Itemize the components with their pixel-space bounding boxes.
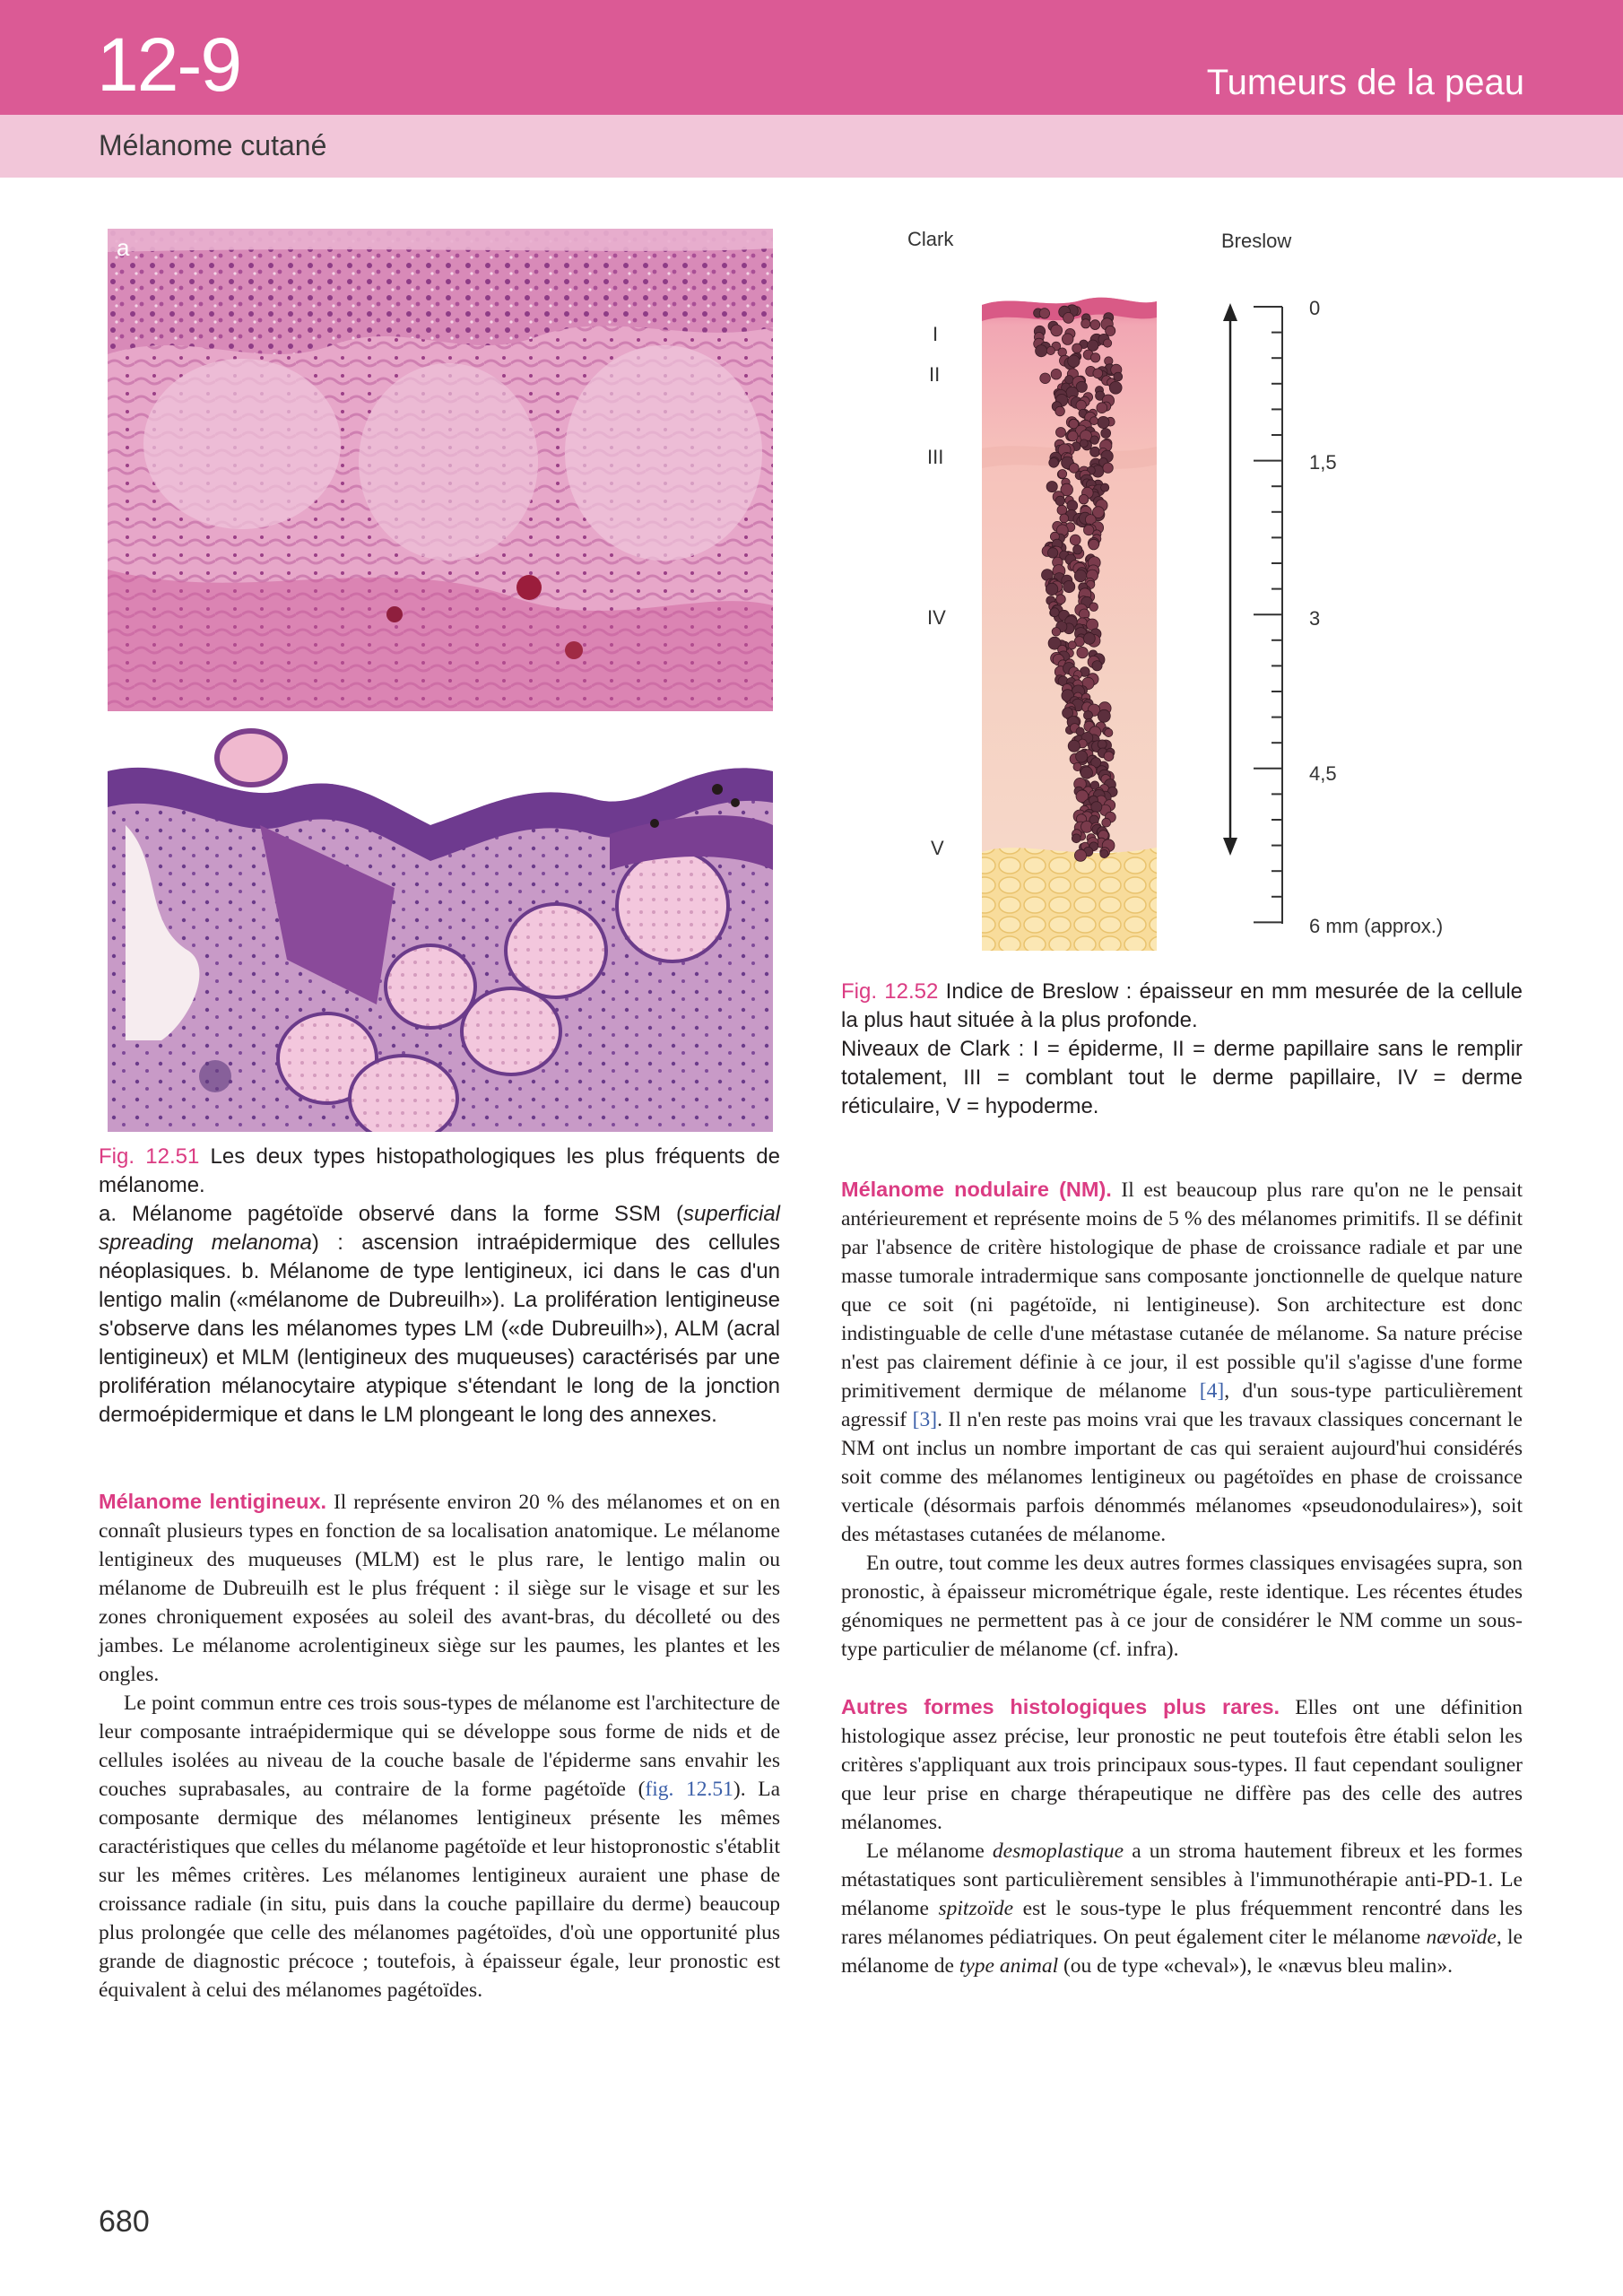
figure-51-link[interactable]: fig. 12.51 <box>645 1778 733 1801</box>
chapter-number: 12-9 <box>97 22 241 107</box>
tumor-cell <box>1097 403 1107 413</box>
tumor-cell <box>1084 633 1096 645</box>
tumor-cell <box>1063 581 1075 593</box>
autres-paragraph-2-e: (ou de type «cheval»), le «nævus bleu malin». <box>1058 1954 1453 1978</box>
tumor-cell <box>1047 548 1057 558</box>
breslow-mark-6mm: 6 mm (approx.) <box>1309 915 1444 937</box>
tumor-cell <box>1081 319 1090 328</box>
tumor-cell <box>1090 353 1099 362</box>
tumor-cell <box>1098 709 1110 722</box>
autres-term-naevoide: nævoïde <box>1426 1926 1497 1949</box>
figure-51-caption-a-italic: superficial spreading melanoma <box>99 1202 780 1255</box>
lentigineux-paragraph-1: Il représente environ 20 % des mélanomes et on en connaît plusieurs types en fonction de sa localisation anatomique. Le mélanome lentigineux des muqueuses (MLM) est le plus rare, le lentigo malin ou mélanome de Dubreuilh est le plus fréquent : il siège sur le visage et sur les zones chroniquement exposées au soleil des avant-bras, du décolleté ou des jambes. Le mélanome acrolentigineux siège sur les paumes, les plantes et les ongles. <box>99 1491 780 1686</box>
tumor-cell <box>1058 470 1067 479</box>
figure-51-caption-a-suffix: ) : ascension intraépidermique des cellules néoplasiques. <box>99 1231 781 1283</box>
tumor-cell <box>1074 849 1086 861</box>
nodulaire-paragraph-1-b: , d'un sous-type particulièrement agressif <box>841 1379 1523 1431</box>
autres-paragraph-2-d: , le mélanome de <box>841 1926 1523 1978</box>
histology-photo-b <box>108 718 773 1132</box>
tumor-cell <box>1060 514 1069 523</box>
tumor-cell <box>1067 500 1078 511</box>
tumor-cell <box>1063 313 1074 324</box>
tumor-cell <box>1076 400 1086 410</box>
tumor-cell <box>1098 416 1109 428</box>
clark-level-I: I <box>933 323 939 345</box>
tumor-cell <box>1036 345 1047 357</box>
tumor-cell <box>1049 458 1059 468</box>
tumor-cell <box>1051 325 1063 336</box>
clark-heading: Clark <box>907 228 954 250</box>
breslow-mark-1-5: 1,5 <box>1309 451 1337 474</box>
autres-paragraph-2-a: Le mélanome <box>866 1839 993 1863</box>
chapter-title: Tumeurs de la peau <box>1206 63 1524 102</box>
reference-3-link[interactable]: [3] <box>912 1408 938 1431</box>
tumor-cell <box>1101 483 1109 491</box>
nodulaire-paragraph-1-c: . Il n'en reste pas moins vrai que les travaux classiques concernant le NM ont inclus un nombre important de cas qui seraient aujourd'hui considérés soit comme des mélanomes lentigineux ou pagétoïdes en phase de croissance verticale (désormais parfois dénommés mélanomes «pseudonodulaires»), soit des métastases cutanées de mélanome. <box>841 1408 1523 1546</box>
clark-level-III: III <box>927 446 944 468</box>
tumor-cell <box>1098 740 1107 749</box>
tumor-cell <box>1101 429 1111 439</box>
tumor-cell <box>1068 641 1076 649</box>
tumor-cell <box>1104 339 1112 347</box>
tumor-cell <box>1056 428 1066 438</box>
breslow-heading: Breslow <box>1221 230 1292 252</box>
nodulaire-paragraph-1-a: Il est beaucoup plus rare qu'on ne le pensait antérieurement et représente moins de 5 % des mélanomes primitifs. Il se définit par l'absence de critère histologique de phase de croissance radiale et par une masse tumorale intradermique sans composante jonctionnelle de quelque nature que ce soit (ni pagétoïde, ni lentigineuse). Son architecture est donc indistinguable de celle d'une métastase cutanée de mélanome. Sa nature précise n'est pas clairement définie à ce jour, il est possible qu'il s'agisse d'une forme primitivement dermique de mélanome <box>841 1178 1523 1403</box>
breslow-mark-3: 3 <box>1309 607 1321 630</box>
tumor-cell <box>1074 570 1086 581</box>
clark-level-II: II <box>929 363 941 386</box>
figure-51-ref: Fig. 12.51 <box>99 1144 200 1169</box>
clark-level-V: V <box>931 837 944 859</box>
panel-b-label: b <box>117 723 130 750</box>
tumor-cell <box>1055 406 1065 416</box>
autres-paragraph-1: Elles ont une définition histologique assez précise, leur pronostic ne peut toutefois être établi selon les critères s'appliquant aux trois principaux sous-types. Il faut cependant souligner que leur prise en charge thérapeutique ne diffère pas des celle des autres mélanomes. <box>841 1696 1523 1834</box>
tumor-cell <box>1104 752 1114 761</box>
tumor-cell <box>1056 595 1066 604</box>
tumor-cell <box>1093 369 1103 378</box>
histology-image-a <box>108 229 773 711</box>
autres-heading: Autres formes histologiques plus rares. <box>841 1695 1280 1718</box>
tumor-cell <box>1084 525 1094 535</box>
tumor-cell <box>1105 728 1113 736</box>
tumor-cell <box>1079 494 1089 504</box>
tumor-cell <box>1046 346 1055 354</box>
tumor-cell <box>1080 439 1088 448</box>
tumor-cell <box>1100 849 1108 857</box>
tumor-cell <box>1072 344 1082 353</box>
figure-51-caption-a-prefix: a. Mélanome pagétoïde observé dans la forme SSM ( <box>99 1202 683 1226</box>
tumor-cell <box>1052 628 1061 637</box>
figure-51-caption-title: Les deux types histopathologiques les plus fréquents de mélanome. <box>99 1144 780 1197</box>
figure-52-caption-line2: Niveaux de Clark : I = épiderme, II = derme papillaire sans le remplir totalement, III = comblant tout le derme papillaire, IV = derme réticulaire, V = hypoderme. <box>841 1037 1523 1118</box>
autres-paragraph-2-c: est le sous-type le plus fréquemment rencontré dans les rares mélanomes pédiatriques. On peut également citer le mélanome <box>841 1897 1523 1949</box>
nodulaire-heading: Mélanome nodulaire (NM). <box>841 1178 1112 1201</box>
tumor-cell <box>1068 355 1080 367</box>
tumor-cell <box>1090 436 1098 444</box>
tumor-cell <box>1050 608 1059 617</box>
tumor-cell <box>1076 751 1088 762</box>
figure-52-ref: Fig. 12.52 <box>841 979 939 1004</box>
lentigineux-heading: Mélanome lentigineux. <box>99 1490 327 1513</box>
tumor-cell <box>1039 309 1049 318</box>
breslow-mark-4-5: 4,5 <box>1309 762 1337 785</box>
tumor-cell <box>1065 376 1073 384</box>
right-text-column <box>841 1175 1523 1980</box>
lentigineux-paragraph-2-a: Le point commun entre ces trois sous-types de mélanome est l'architecture de leur composante intraépidermique qui se développe sous forme de nids et de cellules isolées au niveau de la couche basale de l'épiderme sans envahir les couches suprabasales, au contraire de la forme pagétoïde ( <box>99 1692 780 1801</box>
tumor-cell <box>1089 603 1098 612</box>
nodulaire-paragraph-2: En outre, tout comme les deux autres formes classiques envisagées supra, son pronostic, à épaisseur micrométrique égale, reste identique. Les récentes études génomiques ne permettent pas à ce jour de considérer le NM comme un sous-type particulier de mélanome (cf. infra). <box>841 1552 1523 1661</box>
tumor-cell <box>1089 539 1099 550</box>
tumor-cell <box>1092 661 1102 671</box>
tumor-cell <box>1051 369 1062 379</box>
tumor-cell <box>1068 740 1080 752</box>
tumor-cell <box>1040 373 1051 384</box>
panel-a-label: a <box>117 234 130 261</box>
tumor-cell <box>1090 320 1100 330</box>
tumor-cell <box>1070 535 1081 545</box>
figure-52-caption <box>841 978 1523 1121</box>
tumor-cell <box>1109 381 1122 394</box>
reference-4-link[interactable]: [4] <box>1199 1379 1225 1403</box>
breslow-mark-0: 0 <box>1309 297 1321 319</box>
tumor-cell <box>1062 334 1073 345</box>
figure-52-caption-line1: Indice de Breslow : épaisseur en mm mesurée de la cellule la plus haut située à la plus profonde. <box>841 979 1523 1032</box>
page-number: 680 <box>99 2205 150 2239</box>
tumor-cell <box>1090 447 1100 457</box>
tumor-cell <box>1088 340 1098 351</box>
histology-image-b <box>108 718 773 1132</box>
tumor-cell <box>1072 834 1081 843</box>
tumor-cell <box>1106 326 1115 335</box>
tumor-cell <box>1102 818 1111 827</box>
tumor-cell <box>1068 431 1078 441</box>
tumor-cell <box>1103 463 1113 473</box>
autres-term-spitzoide: spitzoïde <box>938 1897 1014 1920</box>
tumor-cell <box>1073 545 1082 554</box>
clark-level-IV: IV <box>927 606 946 629</box>
histology-photo-a <box>108 229 773 711</box>
skin-section-illustration <box>897 224 1542 960</box>
tumor-cell <box>1055 496 1064 505</box>
autres-term-desmoplastique: desmoplastique <box>992 1839 1124 1863</box>
tumor-cell <box>1081 767 1092 778</box>
tumor-cell <box>1046 482 1057 492</box>
autres-term-type-animal: type animal <box>959 1954 1059 1978</box>
tumor-cell <box>1057 505 1067 515</box>
tumor-cell <box>1077 647 1088 657</box>
tumor-cell <box>1046 583 1057 595</box>
lentigineux-paragraph-2-b: ). La composante dermique des mélanomes lentigineux présente les mêmes caractéristiques que celles du mélanome pagétoïde et leur histopronostic s'établit sur les mêmes critères. Les mélanomes lentigineux auraient une phase de croissance radiale (in situ, puis dans la couche papillaire du derme) beaucoup plus prolongée que celle des mélanomes pagétoïdes, d'où une opportunité plus grande de diagnostic précoce ; toutefois, à épaisseur égale, leur pronostic est équivalent à celui des mélanomes pagétoïdes. <box>99 1778 780 2002</box>
autres-paragraph-2-b: a un stroma hautement fibreux et les formes métastatiques sont particulièrement sensibles à l'immunothérapie anti-PD-1. Le mélanome <box>841 1839 1523 1920</box>
clark-breslow-diagram <box>897 224 1542 960</box>
left-text-column <box>99 1487 780 2005</box>
figure-51-caption <box>99 1143 780 1430</box>
figure-51-caption-b: b. Mélanome de type lentigineux, ici dans le cas d'un lentigo malin («mélanome de Dubreuilh»). La prolifération lentigineuse s'observe dans les mélanomes types LM («de Dubreuilh»), ALM (acral lentigineux) et MLM (lentigineux des muqueuses) caractérisés par une prolifération mélanocytaire atypique s'étendant le long de la jonction dermoépidermique et dans le LM plongeant le long des annexes. <box>99 1259 780 1427</box>
section-title: Mélanome cutané <box>99 129 327 161</box>
